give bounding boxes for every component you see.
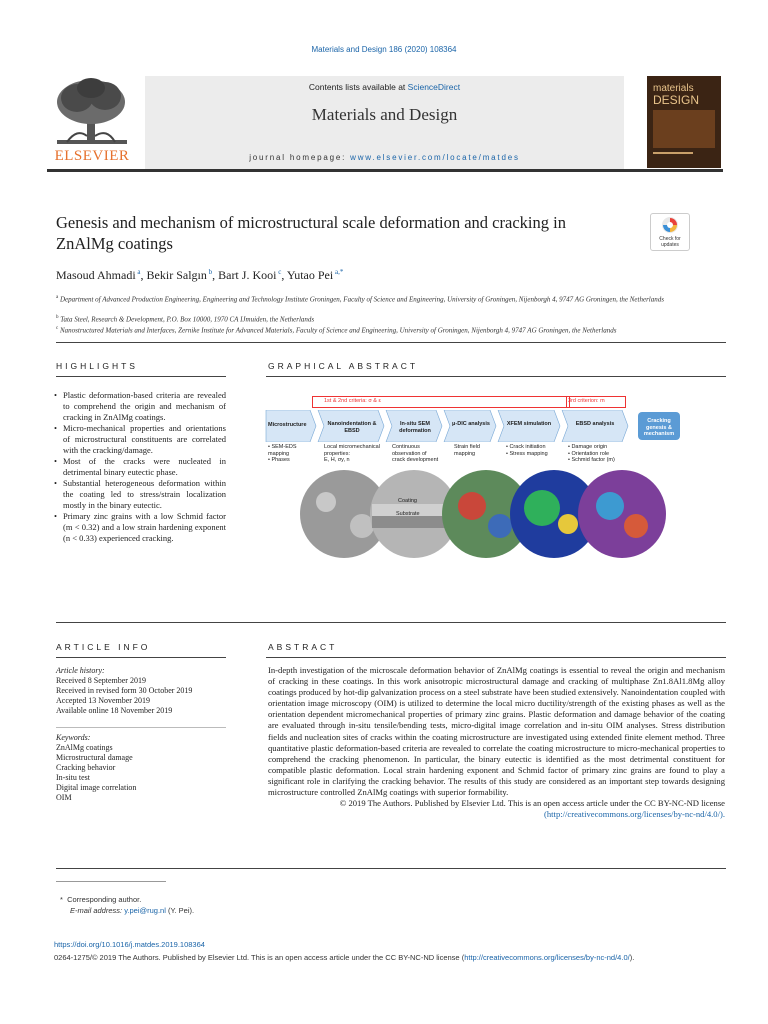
history-item: Received in revised form 30 October 2019 [56, 686, 193, 695]
article-history: Article history: Received 8 September 2019 Received in revised form 30 October 2019 Accepted 13 November 2019 Available online 18 November 2019 [56, 666, 226, 716]
sciencedirect-link[interactable]: ScienceDirect [407, 82, 461, 92]
author-affil-link[interactable]: a [135, 268, 141, 276]
keyword-item: In-situ test [56, 773, 90, 782]
keyword-item: Microstructural damage [56, 753, 133, 762]
author-list: Masoud Ahmadi $^a$, Bekir Salgın $^b$, Bart J. Kooi $^c$, Yutao Pei $^{a,*}$ [56, 268, 344, 282]
journal-citation[interactable]: Materials and Design 186 (2020) 108364 [311, 45, 457, 54]
email-link[interactable]: y.pei@rug.nl [124, 906, 166, 915]
keyword-item: ZnAlMg coatings [56, 743, 113, 752]
license-line: © 2019 The Authors. Published by Elsevier Ltd. This is an open access article under the CC BY-NC-ND license [339, 798, 725, 809]
abstract-text: In-depth investigation of the microscale deformation behavior of ZnAlMg coatings is essential to reveal the origin and mechanism of cracking in these coatings. In this work anisotropic microstructural damage and cracking of multiphase Zn1.8Al1.8Mg alloy coatings produced by hot-dip galvanization process on a steel substrate have been studied extensively. Nanoindentation coupled with orientation image microscopy (OIM) is utilized to determine the local micro ductility/strength of the existing phases as well as the orientation dependent micromechanical properties of primary zinc grains. Plastic deformation and damage behavior of the coating are evaluated through in-situ tensile/bending tests, micro-digital image correlation and in-situ OIM analyses. Stress distribution fields and nucleation sites of cracks within the coating microstructure are investigated using extended finite element method. Three quantitative plastic deformation-based criteria are revealed to correlate the coating microstructure to micro-mechanical properties to comprehend the cracking phenomenon. In particular, the binary eutectic is identified as the most detrimental constituent for compatible plastic deformation. Local strain hardening exponent and Schmid factor of primary zinc grains are found to play a significant role in clarifying the cracking behavior. The results of this study are considered as an important step towards designing microstructure controlled ZnAlMg coatings with superior formability. [268, 665, 725, 798]
criteria-3-label: 3rd criterion: m [568, 398, 605, 404]
article-title: Genesis and mechanism of microstructural scale deformation and cracking in ZnAlMg coatings [56, 213, 566, 253]
step-detail: • Damage origin • Orientation role • Schmid factor (m) [568, 444, 615, 463]
journal-banner [145, 76, 624, 169]
homepage-link[interactable]: www.elsevier.com/locate/matdes [350, 153, 520, 162]
copyright-line: 0264-1275/© 2019 The Authors. Published by Elsevier Ltd. This is an open access article under the CC BY-NC-ND license (http://creativecommons.org/licenses/by-nc-nd/4.0/). [54, 953, 635, 962]
check-for-updates-badge[interactable]: Check for updates [650, 213, 690, 251]
step-title: Cracking genesis & mechanism [643, 418, 675, 437]
substrate-label: Substrate [396, 511, 420, 517]
journal-masthead [47, 76, 723, 172]
divider [56, 342, 726, 343]
step-detail: Local micromechanical properties: E, H, σy, n [324, 444, 380, 463]
graphical-abstract-heading: GRAPHICAL ABSTRACT [268, 361, 419, 371]
check-updates-icon [661, 216, 679, 234]
history-item: Received 8 September 2019 [56, 676, 146, 685]
history-item: Accepted 13 November 2019 [56, 696, 150, 705]
affiliation: $^b$ Tata Steel, Research & Development, P.O. Box 10000, 1970 CA IJmuiden, the Netherlands [56, 315, 315, 324]
footnote-rule [56, 881, 166, 882]
license-link[interactable]: http://creativecommons.org/licenses/by-nc-nd/4.0/ [464, 953, 630, 962]
publisher-name: ELSEVIER [54, 148, 130, 164]
divider [266, 376, 726, 377]
doi-link[interactable]: https://doi.org/10.1016/j.matdes.2019.108364 [54, 940, 205, 949]
divider [56, 657, 226, 658]
divider [56, 622, 726, 623]
step-detail: • Crack initiation • Stress mapping [506, 444, 548, 457]
keywords: Keywords: ZnAlMg coatings Microstructural damage Cracking behavior In-situ test Digital image correlation OIM [56, 733, 226, 803]
history-item: Available online 18 November 2019 [56, 706, 173, 715]
highlight-item: • Primary zinc grains with a low Schmid factor (m < 0.32) and a low strain hardening exponent (n < 0.33) experienced cracking. [54, 511, 226, 544]
affiliation: $^a$ Department of Advanced Production Engineering, Engineering and Technology Institute Groningen, Faculty of Science and Engineering, University of Groningen, Nijenborgh 4, 9747 AG Groningen, the Netherlands [56, 295, 664, 304]
abstract-body [268, 665, 725, 820]
step-title: Nanoindentation & EBSD [327, 421, 377, 434]
step-detail: Strain field mapping [454, 444, 480, 457]
abstract-heading: ABSTRACT [268, 642, 338, 652]
elsevier-logo[interactable] [47, 76, 137, 168]
micrograph-panels [264, 468, 682, 564]
step-title: Microstructure [268, 422, 307, 428]
author-name: Yutao Pei [286, 268, 334, 282]
keyword-item: Digital image correlation [56, 783, 137, 792]
author-name: Masoud Ahmadi [56, 268, 136, 282]
graphical-abstract-figure[interactable] [264, 384, 682, 564]
article-info-heading: ARTICLE INFO [56, 642, 151, 652]
criteria-1-2-label: 1st & 2nd criteria: σ & ε [324, 398, 381, 404]
divider [56, 727, 226, 728]
step-title: In-situ SEM deformation [399, 421, 431, 434]
author-name: Bart J. Kooi [218, 268, 277, 282]
author-affil-link[interactable]: a,* [333, 268, 344, 276]
corresponding-footnote: * Corresponding author. E-mail address: y.pei@rug.nl (Y. Pei). [60, 895, 195, 915]
author-affil-link[interactable]: c [276, 268, 282, 276]
author-affil-link[interactable]: b [206, 268, 213, 276]
step-detail: Continuous observation of crack development [392, 444, 439, 463]
contents-line: Contents lists available at ScienceDirect [308, 82, 461, 92]
step-title: XFEM simulation [506, 421, 552, 427]
highlight-item: • Plastic deformation-based criteria are revealed to comprehend the origin and mechanism of cracking in ZnAlMg coatings. [54, 390, 226, 423]
highlight-item: • Substantial heterogeneous deformation within the coating led to stress/strain localization mostly in the binary eutectic. [54, 478, 226, 511]
divider [56, 376, 226, 377]
divider [56, 868, 726, 869]
elsevier-tree-icon [47, 76, 137, 148]
coating-label: Coating [398, 498, 417, 504]
divider [266, 657, 726, 658]
step-detail: • SEM-EDS mapping • Phases [268, 444, 297, 463]
journal-title: Materials and Design [311, 105, 458, 124]
masthead-rule [47, 169, 723, 172]
keyword-item: Cracking behavior [56, 763, 116, 772]
journal-homepage: journal homepage: www.elsevier.com/locate/matdes [249, 153, 520, 162]
highlights-list [54, 390, 226, 544]
affiliation: $^c$ Nanostructured Materials and Interfaces, Zernike Institute for Advanced Materials, Faculty of Science and Engineering, University of Groningen, Nijenborgh 4, 9747 AG Groningen, the Netherlands [56, 326, 617, 335]
step-title: μ-DIC analysis [452, 421, 490, 427]
highlights-heading: HIGHLIGHTS [56, 361, 138, 371]
journal-cover-thumbnail[interactable]: materials DESIGN [647, 76, 721, 168]
license-link[interactable]: (http://creativecommons.org/licenses/by-nc-nd/4.0/). [544, 809, 725, 820]
step-title: EBSD analysis [575, 421, 615, 427]
keyword-item: OIM [56, 793, 72, 802]
cover-image [653, 110, 715, 148]
highlight-item: • Micro-mechanical properties and orientations of microstructural constituents are correlated with the cracking/damage. [54, 423, 226, 456]
highlight-item: • Most of the cracks were nucleated in detrimental binary eutectic phase. [54, 456, 226, 478]
author-name: Bekir Salgın [146, 268, 207, 282]
